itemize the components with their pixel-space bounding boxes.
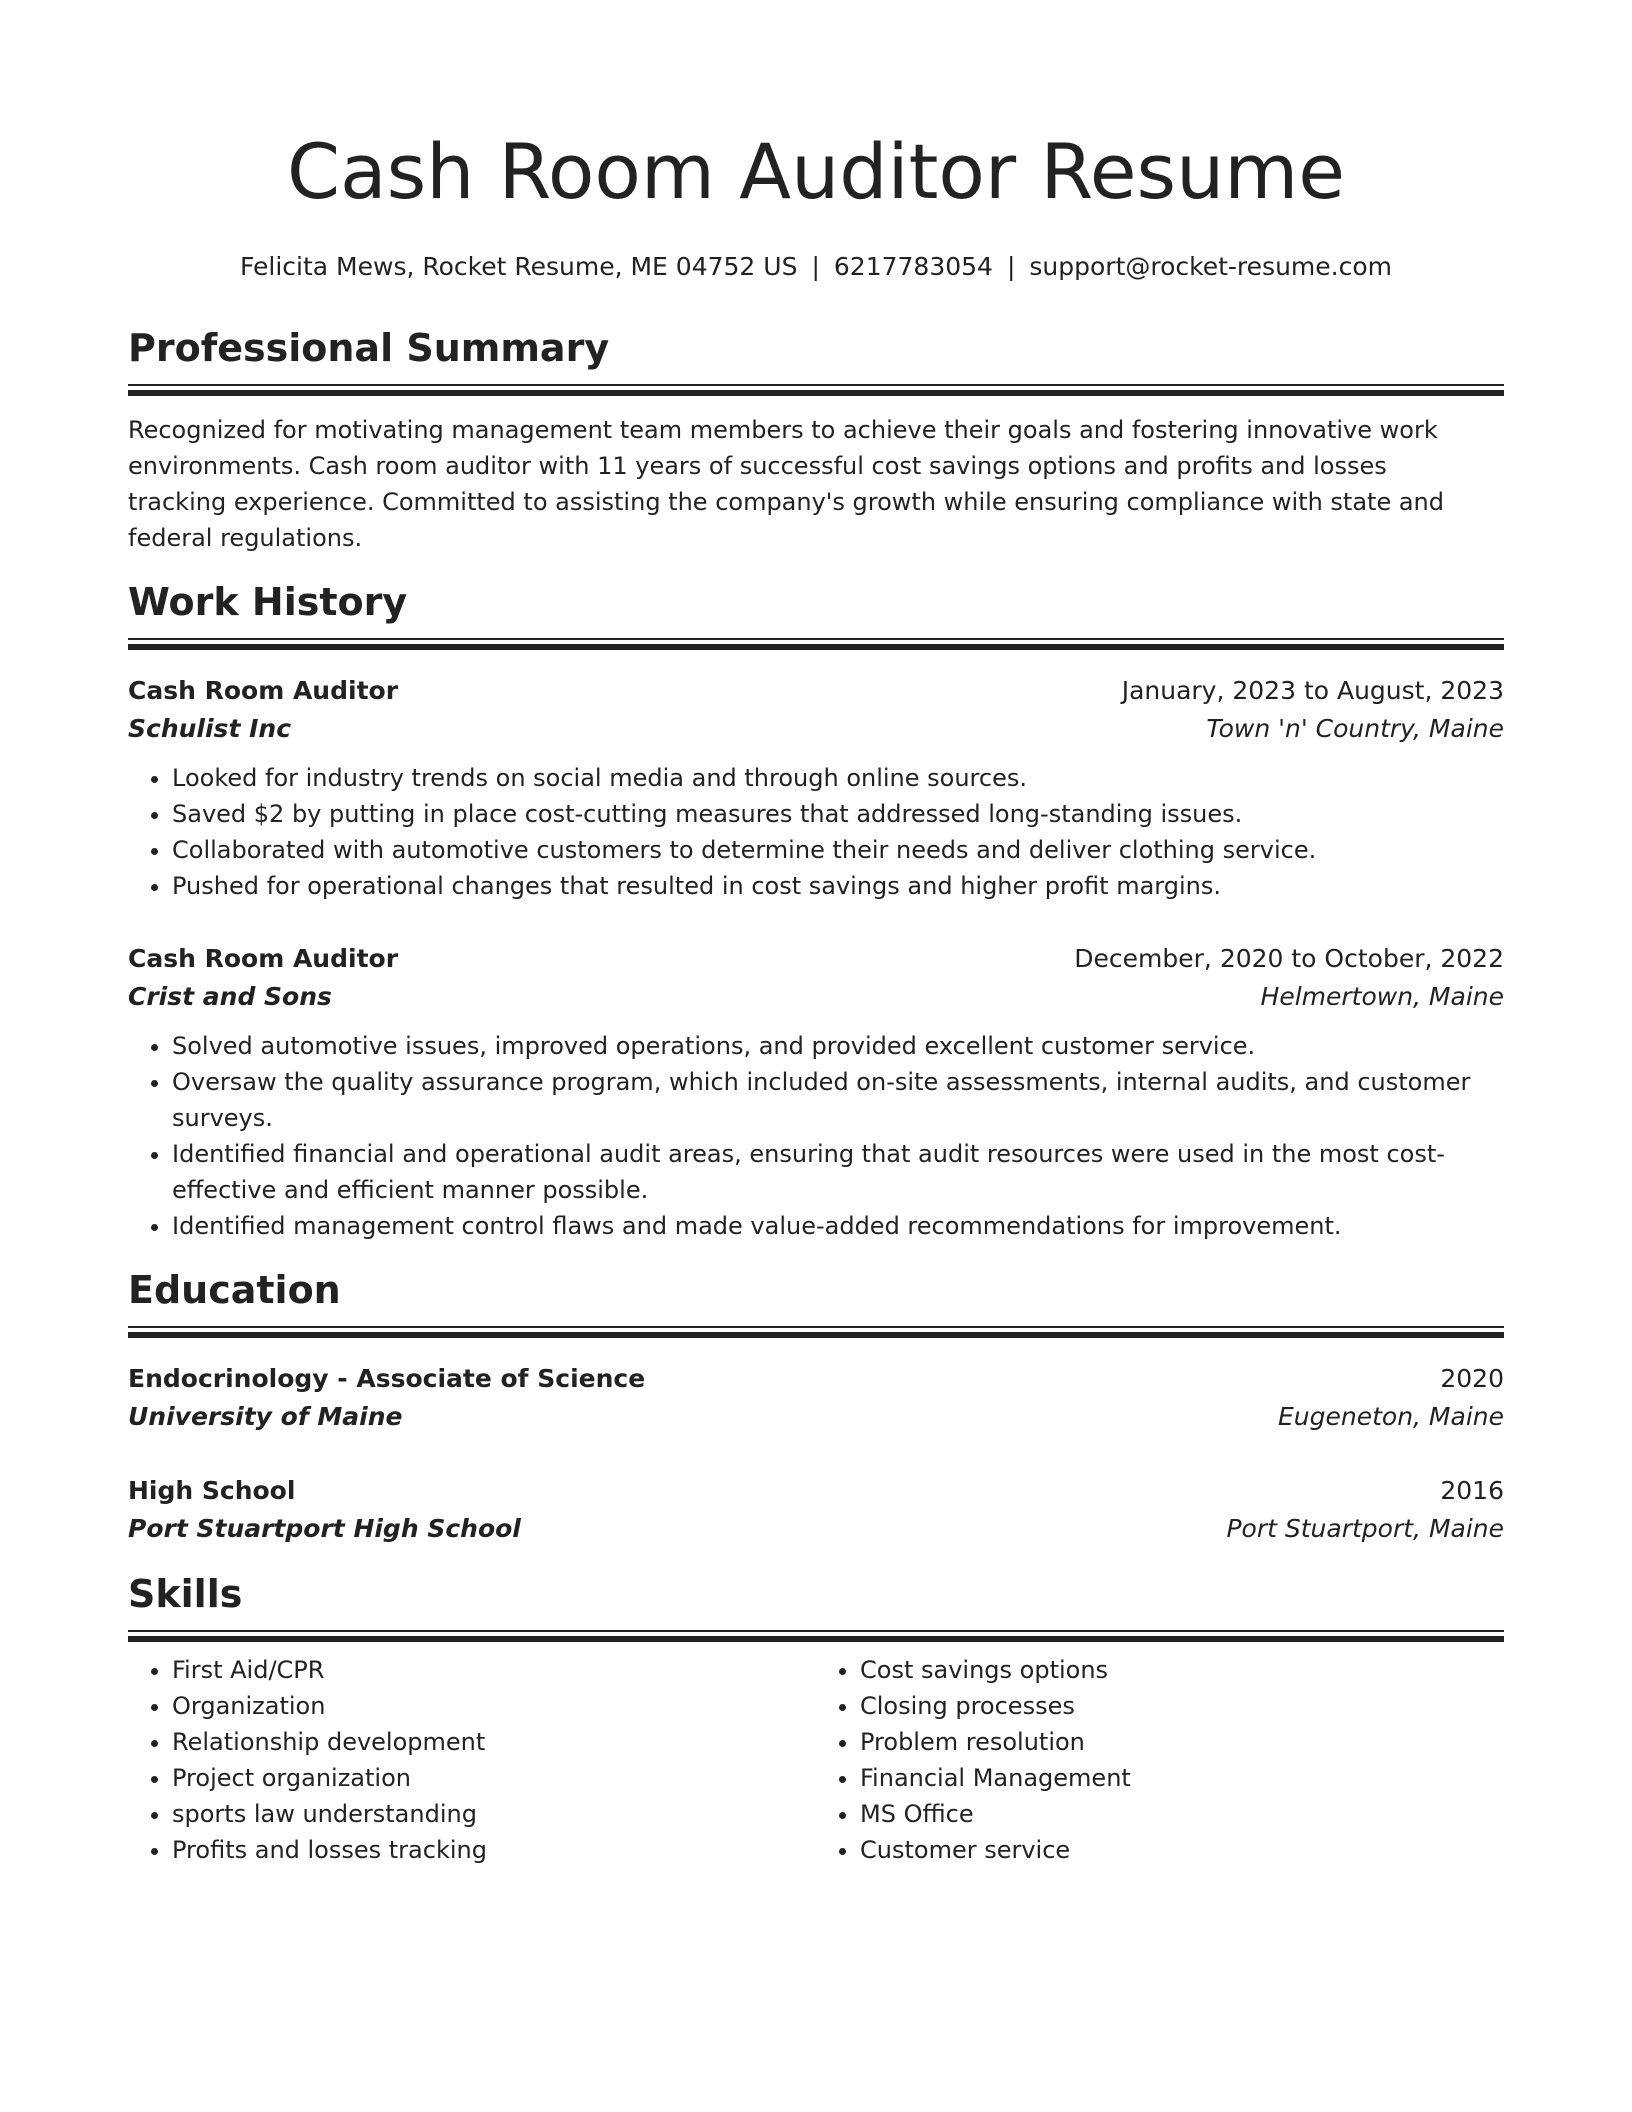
education-location: Port Stuartport, Maine bbox=[1226, 1514, 1504, 1543]
skill-item: • Customer service bbox=[860, 1832, 1504, 1868]
list-item: • Oversaw the quality assurance program, which included on-site assessments, internal audits, and customer surveys. bbox=[172, 1064, 1504, 1136]
contact-phone: 6217783054 bbox=[833, 252, 993, 281]
contact-separator: | bbox=[1006, 252, 1016, 281]
list-item: • Pushed for operational changes that resulted in cost savings and higher profit margins. bbox=[172, 868, 1504, 904]
contact-address: Felicita Mews, Rocket Resume, ME 04752 US bbox=[240, 252, 798, 281]
education-degree: High School bbox=[128, 1476, 296, 1505]
job-company: Schulist Inc bbox=[128, 714, 292, 743]
education-header-row bbox=[128, 1472, 1504, 1510]
skill-item: • Cost savings options bbox=[860, 1652, 1504, 1688]
list-item: • Saved $2 by putting in place cost-cutting measures that addressed long-standing issues. bbox=[172, 796, 1504, 832]
education-degree: Endocrinology - Associate of Science bbox=[128, 1364, 646, 1393]
education-entry bbox=[128, 1360, 1504, 1436]
section-divider bbox=[128, 638, 1504, 650]
job-title: Cash Room Auditor bbox=[128, 676, 399, 705]
section-divider bbox=[128, 384, 1504, 396]
education-school: University of Maine bbox=[128, 1402, 403, 1431]
skill-item: • First Aid/CPR bbox=[172, 1652, 816, 1688]
resume-title: Cash Room Auditor Resume bbox=[286, 127, 1346, 216]
list-item: • Collaborated with automotive customers to determine their needs and deliver clothing service. bbox=[172, 832, 1504, 868]
skill-item: • Relationship development bbox=[172, 1724, 816, 1760]
job-company: Crist and Sons bbox=[128, 982, 332, 1011]
job-company-row bbox=[128, 978, 1504, 1016]
job-header-row bbox=[128, 940, 1504, 978]
skill-item: • Problem resolution bbox=[860, 1724, 1504, 1760]
education-year: 2016 bbox=[1440, 1476, 1504, 1505]
skill-item: • Closing processes bbox=[860, 1688, 1504, 1724]
job-bullets bbox=[128, 760, 1504, 904]
education-school-row bbox=[128, 1398, 1504, 1436]
section-heading-work: Work History bbox=[128, 580, 408, 624]
section-heading-skills: Skills bbox=[128, 1572, 243, 1616]
education-header-row bbox=[128, 1360, 1504, 1398]
contact-line bbox=[128, 250, 1504, 284]
education-entry bbox=[128, 1472, 1504, 1548]
summary-text: Recognized for motivating management team members to achieve their goals and fostering innovative work environments. Cash room auditor with 11 years of successful cost savings options and profits and losses tracking experience. Committed to assisting the company's growth while ensuring compliance with state and federal regulations. bbox=[128, 416, 1445, 552]
contact-email: support@rocket-resume.com bbox=[1029, 252, 1392, 281]
job-entry bbox=[128, 672, 1504, 904]
education-school: Port Stuartport High School bbox=[128, 1514, 521, 1543]
list-item: • Solved automotive issues, improved operations, and provided excellent customer service. bbox=[172, 1028, 1504, 1064]
skill-item: • Organization bbox=[172, 1688, 816, 1724]
skills-list-right bbox=[816, 1652, 1504, 1868]
education-year: 2020 bbox=[1440, 1364, 1504, 1393]
skills-list-left bbox=[128, 1652, 816, 1868]
job-location: Town 'n' Country, Maine bbox=[1206, 714, 1504, 743]
section-divider bbox=[128, 1630, 1504, 1642]
list-item: • Looked for industry trends on social media and through online sources. bbox=[172, 760, 1504, 796]
contact-separator: | bbox=[811, 252, 820, 281]
skills-columns bbox=[128, 1652, 1504, 1868]
list-item: • Identified financial and operational audit areas, ensuring that audit resources were used in the most cost-effective and efficient manner possible. bbox=[172, 1136, 1504, 1208]
skills-section bbox=[128, 1570, 1504, 1868]
education-school-row bbox=[128, 1510, 1504, 1548]
job-entry bbox=[128, 940, 1504, 1244]
job-location: Helmertown, Maine bbox=[1260, 982, 1504, 1011]
skill-item: • Profits and losses tracking bbox=[172, 1832, 816, 1868]
job-bullets bbox=[128, 1028, 1504, 1244]
section-heading-summary: Professional Summary bbox=[128, 326, 610, 370]
work-history-section bbox=[128, 578, 1504, 1244]
skill-item: • Project organization bbox=[172, 1760, 816, 1796]
skill-item: • sports law understanding bbox=[172, 1796, 816, 1832]
section-divider bbox=[128, 1326, 1504, 1338]
list-item: • Identified management control flaws and made value-added recommendations for improvement. bbox=[172, 1208, 1504, 1244]
skill-item: • MS Office bbox=[860, 1796, 1504, 1832]
skill-item: • Financial Management bbox=[860, 1760, 1504, 1796]
job-company-row bbox=[128, 710, 1504, 748]
job-dates: December, 2020 to October, 2022 bbox=[1074, 944, 1504, 973]
job-dates: January, 2023 to August, 2023 bbox=[1121, 676, 1504, 705]
education-section bbox=[128, 1266, 1504, 1548]
summary-section bbox=[128, 324, 1504, 556]
job-title: Cash Room Auditor bbox=[128, 944, 399, 973]
education-location: Eugeneton, Maine bbox=[1277, 1402, 1504, 1431]
section-heading-education: Education bbox=[128, 1268, 341, 1312]
job-header-row bbox=[128, 672, 1504, 710]
